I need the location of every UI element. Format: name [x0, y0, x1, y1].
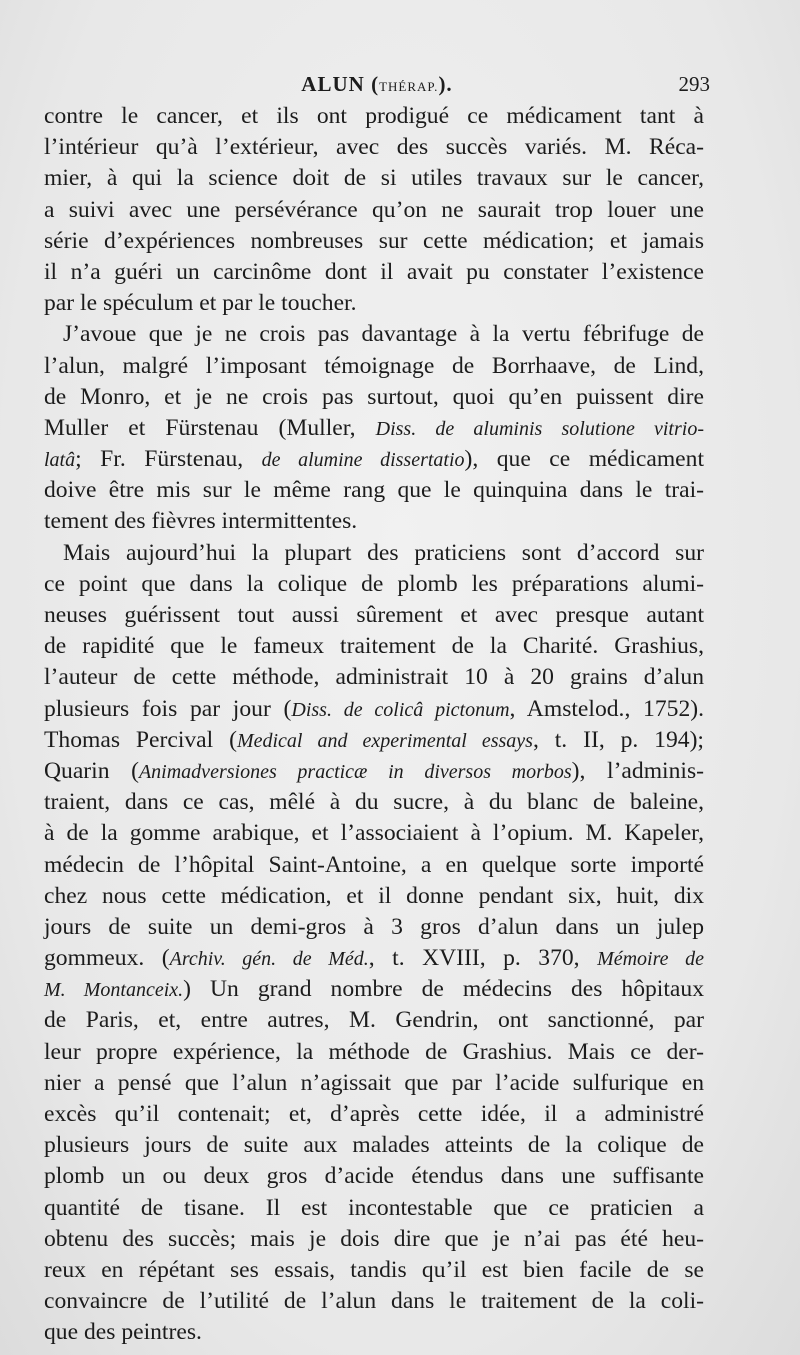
italic-citation: Medical and experimental essays — [236, 729, 533, 752]
running-title-sub: THÉRAP. — [379, 79, 439, 94]
text-line — [44, 569, 704, 600]
text-line — [44, 725, 704, 756]
text-line — [44, 1005, 704, 1036]
text-segment: série d’expériences nombreuses sur cette médication; et jamais — [44, 227, 704, 254]
text-segment: Mais aujourd’hui la plupart des praticiens sont d’accord sur — [63, 539, 704, 566]
text-line — [44, 881, 704, 912]
text-segment: convaincre de l’utilité de l’alun dans le traitement de la coli- — [44, 1288, 704, 1315]
text-segment: tement des fièvres intermittentes. — [44, 508, 358, 535]
text-segment: neuses guérissent tout aussi sûrement et avec presque autant — [44, 602, 704, 628]
text-segment: ; Fr. Fürstenau, — [75, 446, 262, 473]
text-segment: l’auteur de cette méthode, administrait 10 à 20 grains d’alun — [44, 664, 704, 691]
text-segment: ce point que dans la colique de plomb les préparations alumi- — [44, 570, 704, 597]
text-segment: de Monro, et je ne crois pas surtout, quoi qu’en puissent dire — [44, 383, 704, 410]
text-segment: mier, à qui la science doit de si utiles travaux sur le cancer, — [44, 165, 704, 192]
page-number: 293 — [678, 72, 710, 96]
italic-citation: Diss. de aluminis solutione vitrio- — [375, 417, 704, 440]
page-header — [44, 72, 710, 102]
running-title-main: ALUN — [301, 72, 365, 96]
text-line — [44, 101, 704, 132]
text-line — [44, 1255, 704, 1286]
text-line — [44, 319, 704, 350]
text-line — [44, 226, 704, 257]
text-line — [44, 1037, 704, 1068]
text-segment: Quarin ( — [44, 757, 139, 784]
text-line — [44, 195, 704, 226]
text-line — [44, 631, 704, 662]
text-line — [44, 1130, 704, 1161]
text-segment: , Amstelod., 1752). — [509, 695, 704, 722]
text-line — [44, 1193, 704, 1224]
text-segment: ), l’adminis- — [571, 757, 704, 784]
italic-citation: M. Montanceix. — [44, 979, 184, 1002]
text-line — [44, 538, 704, 569]
text-segment: contre le cancer, et ils ont prodigué ce médicament tant à — [44, 103, 704, 129]
text-line — [44, 506, 704, 537]
italic-citation: Animadversiones practicæ in diversos morbos — [138, 760, 572, 783]
italic-citation: Diss. de colicâ pictonum — [291, 698, 510, 721]
text-segment: leur propre expérience, la méthode de Grashius. Mais ce der- — [44, 1038, 704, 1065]
italic-citation: Archiv. gén. de Méd. — [169, 948, 369, 971]
text-line — [44, 818, 704, 849]
text-line — [44, 351, 704, 382]
text-segment: par le spéculum et par le toucher. — [44, 290, 357, 317]
text-segment: Thomas Percival ( — [44, 726, 237, 753]
text-segment: , t. XVIII, p. 370, — [368, 945, 598, 972]
text-segment: Muller et Fürstenau (Muller, — [44, 414, 376, 441]
text-line — [44, 444, 704, 475]
text-segment: plusieurs fois par jour ( — [44, 695, 292, 722]
text-segment: doive être mis sur le même rang que le quinquina dans le trai- — [44, 477, 704, 504]
text-segment: l’alun, malgré l’imposant témoignage de Borrhaave, de Lind, — [44, 352, 704, 379]
text-segment: plusieurs jours de suite aux malades atteints de la colique de — [44, 1132, 704, 1159]
text-segment: plomb un ou deux gros d’acide étendus dans une suffisante — [44, 1163, 704, 1190]
text-segment: que des peintres. — [44, 1319, 202, 1346]
text-segment: jours de suite un demi-gros à 3 gros d’alun dans un julep — [44, 913, 704, 940]
text-segment: excès qu’il contenait; et, d’après cette idée, il a administré — [44, 1101, 704, 1127]
text-line — [44, 1099, 704, 1130]
text-segment: l’intérieur qu’à l’extérieur, avec des succès variés. M. Réca- — [44, 134, 704, 161]
text-line — [44, 132, 704, 163]
text-segment: a suivi avec une persévérance qu’on ne saurait trop louer une — [44, 196, 704, 223]
body-text — [44, 101, 704, 1349]
text-segment: J’avoue que je ne crois pas davantage à la vertu fébrifuge de — [63, 321, 704, 348]
italic-citation: Mémoire de — [597, 948, 704, 971]
text-segment: ) Un grand nombre de médecins des hôpitaux — [183, 976, 704, 1003]
text-line — [44, 694, 704, 725]
text-segment: nier a pensé que l’alun n’agissait que par l’acide sulfurique en — [44, 1069, 704, 1096]
text-line — [44, 382, 704, 413]
text-line — [44, 163, 704, 194]
text-line — [44, 850, 704, 881]
text-segment: de rapidité que le fameux traitement de la Charité. Grashius, — [44, 633, 704, 660]
text-segment: de Paris, et, entre autres, M. Gendrin, ont sanctionné, par — [44, 1007, 704, 1034]
italic-citation: latâ — [44, 449, 76, 472]
text-line — [44, 600, 704, 631]
text-line — [44, 912, 704, 943]
text-segment: obtenu des succès; mais je dois dire que je n’ai pas été heu- — [44, 1225, 704, 1252]
text-segment: ), que ce médicament — [464, 446, 704, 473]
text-line — [44, 756, 704, 787]
text-line — [44, 475, 704, 506]
italic-citation: de alumine dissertatio — [261, 449, 465, 472]
text-segment: , t. II, p. 194); — [532, 726, 704, 753]
text-line — [44, 257, 704, 288]
text-segment: traient, dans ce cas, mêlé à du sucre, à du blanc de baleine, — [44, 789, 704, 816]
text-segment: chez nous cette médication, et il donne pendant six, huit, dix — [44, 882, 704, 909]
text-line — [44, 1224, 704, 1255]
running-title: ALUN (THÉRAP.). — [301, 72, 453, 96]
text-line — [44, 1068, 704, 1099]
text-segment: il n’a guéri un carcinôme dont il avait pu constater l’existence — [44, 258, 704, 285]
text-line — [44, 662, 704, 693]
text-line — [44, 1286, 704, 1317]
text-segment: médecin de l’hôpital Saint-Antoine, a en quelque sorte importé — [44, 851, 704, 878]
text-segment: à de la gomme arabique, et l’associaient à l’opium. M. Kapeler, — [44, 820, 704, 847]
text-line — [44, 413, 704, 444]
text-line — [44, 974, 704, 1005]
text-segment: gommeux. ( — [44, 945, 170, 972]
text-segment: reux en répétant ses essais, tandis qu’il est bien facile de se — [44, 1256, 704, 1283]
text-segment: quantité de tisane. Il est incontestable que ce praticien a — [44, 1194, 704, 1221]
text-line — [44, 943, 704, 974]
text-line — [44, 1161, 704, 1192]
text-line — [44, 288, 704, 319]
text-line — [44, 1317, 704, 1348]
text-line — [44, 787, 704, 818]
